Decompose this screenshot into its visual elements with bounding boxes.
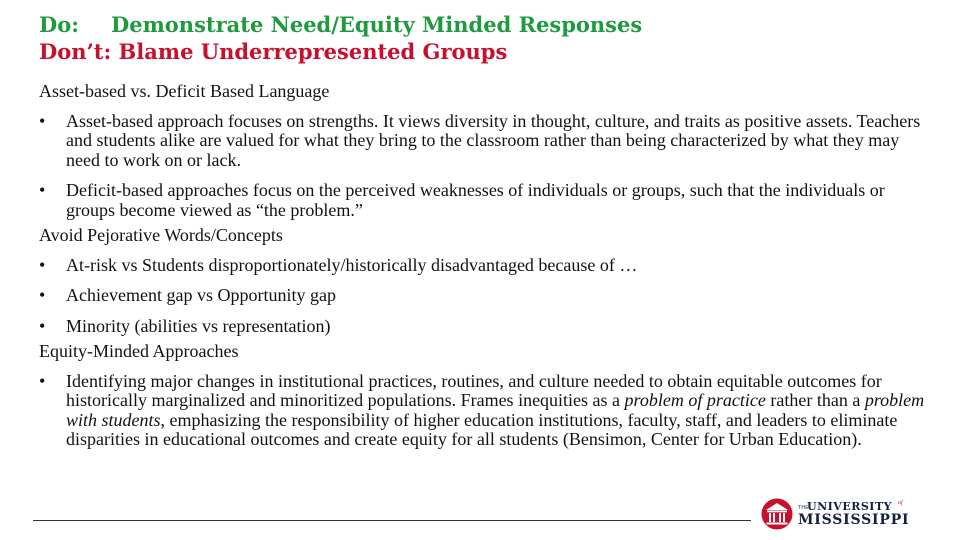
- bullet-text: At-risk vs Students disproportionately/historically disadvantaged because of …: [66, 254, 638, 275]
- bullet-asset-based: [39, 112, 929, 171]
- title-dont-line: Don’t: Blame Underrepresented Groups: [39, 39, 508, 64]
- bullet-at-risk: [39, 256, 929, 276]
- footer-divider: [33, 520, 751, 521]
- lyceum-building-icon: [761, 498, 793, 530]
- logo-the: THE: [798, 505, 809, 511]
- slide-content: [39, 82, 929, 461]
- bullet-text: [66, 372, 929, 450]
- section-heading-language: Asset-based vs. Deficit Based Language: [39, 81, 330, 101]
- bullet-dot: •: [39, 370, 46, 391]
- bullet-achievement-gap: [39, 286, 929, 306]
- bullet-dot: •: [39, 285, 46, 305]
- section-heading-pejorative: Avoid Pejorative Words/Concepts: [39, 225, 283, 245]
- emphasis-problem-with-students: problem with students: [66, 390, 925, 430]
- bullet-text-part: , emphasizing the responsibility of higher education institutions, faculty, staff, and leaders to eliminate disparities in educational outcomes and create equity for all students (Bensimon, Center for Urban Education).: [66, 409, 898, 449]
- bullet-deficit-based: [39, 181, 929, 220]
- logo-of: of: [898, 500, 903, 506]
- do-text: Demonstrate Need/Equity Minded Responses: [111, 12, 643, 37]
- bullet-minority: [39, 317, 929, 337]
- section-heading-equity: Equity-Minded Approaches: [39, 341, 239, 361]
- bullet-dot: •: [39, 315, 46, 336]
- logo-university: UNIVERSITY: [807, 500, 892, 513]
- bullet-text: Deficit-based approaches focus on the perceived weaknesses of individuals or groups, such that the individuals or groups become viewed as “the problem.”: [66, 180, 885, 220]
- bullet-equity-minded: [39, 372, 929, 450]
- bullet-text-part: Identifying major changes in institutional practices, routines, and culture needed to obtain equitable outcomes for historically marginalized and minoritized populations. Frames inequities as a: [66, 370, 882, 410]
- bullet-dot: •: [39, 110, 46, 131]
- bullet-text: Minority (abilities vs representation): [66, 315, 331, 336]
- university-logo: [761, 498, 931, 532]
- do-label: Do:: [39, 12, 79, 37]
- bullet-dot: •: [39, 254, 46, 275]
- emphasis-problem-of-practice: problem of practice: [624, 390, 766, 410]
- title-do-line: [39, 13, 642, 37]
- bullet-text: Asset-based approach focuses on strengths. It views diversity in thought, culture, and traits as positive assets. Teachers and students alike are valued for what they bring to the classroom rather than being characterized by what they may need to work on or lack.: [66, 110, 921, 170]
- bullet-text: Achievement gap vs Opportunity gap: [66, 285, 336, 305]
- bullet-dot: •: [39, 180, 46, 200]
- logo-mississippi: MISSISSIPPI: [798, 512, 910, 528]
- bullet-text-part: rather than a: [765, 390, 865, 410]
